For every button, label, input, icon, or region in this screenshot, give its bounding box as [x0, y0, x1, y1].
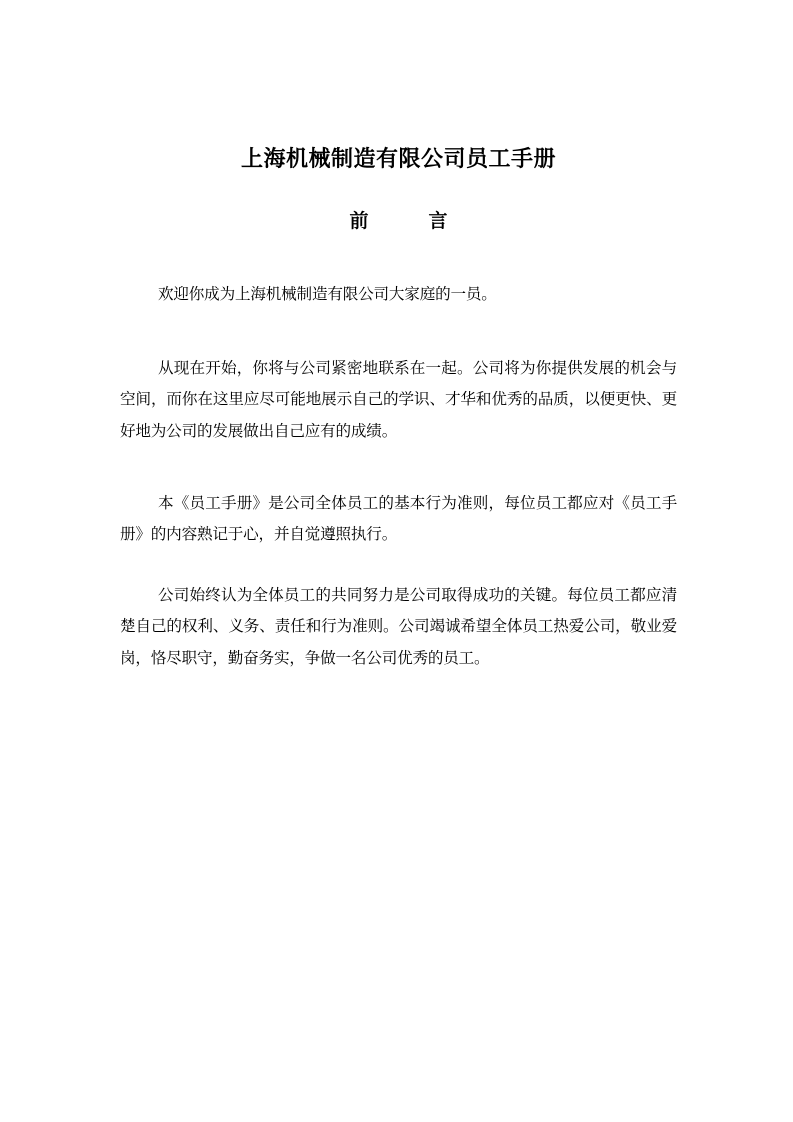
paragraph-company-values: 公司始终认为全体员工的共同努力是公司取得成功的关键。每位员工都应清楚自己的权利、义务、责任和行为准则。公司竭诚希望全体员工热爱公司，敬业爱岗，恪尽职守，勤奋务实，争做一名公司优秀的员工。 [120, 585, 677, 667]
paragraph-handbook-rules: 本《员工手册》是公司全体员工的基本行为准则，每位员工都应对《员工手册》的内容熟记于心，并自觉遵照执行。 [120, 493, 677, 544]
document-title: 上海机械制造有限公司员工手册 [240, 146, 556, 172]
preface-heading: 前言 [349, 210, 508, 232]
paragraph-opportunity: 从现在开始，你将与公司紧密地联系在一起。公司将为你提供发展的机会与空间，而你在这里应尽可能地展示自己的学识、才华和优秀的品质，以便更快、更好地为公司的发展做出自己应有的成绩。 [120, 358, 677, 440]
paragraph-welcome: 欢迎你成为上海机械制造有限公司大家庭的一员。 [158, 284, 497, 303]
